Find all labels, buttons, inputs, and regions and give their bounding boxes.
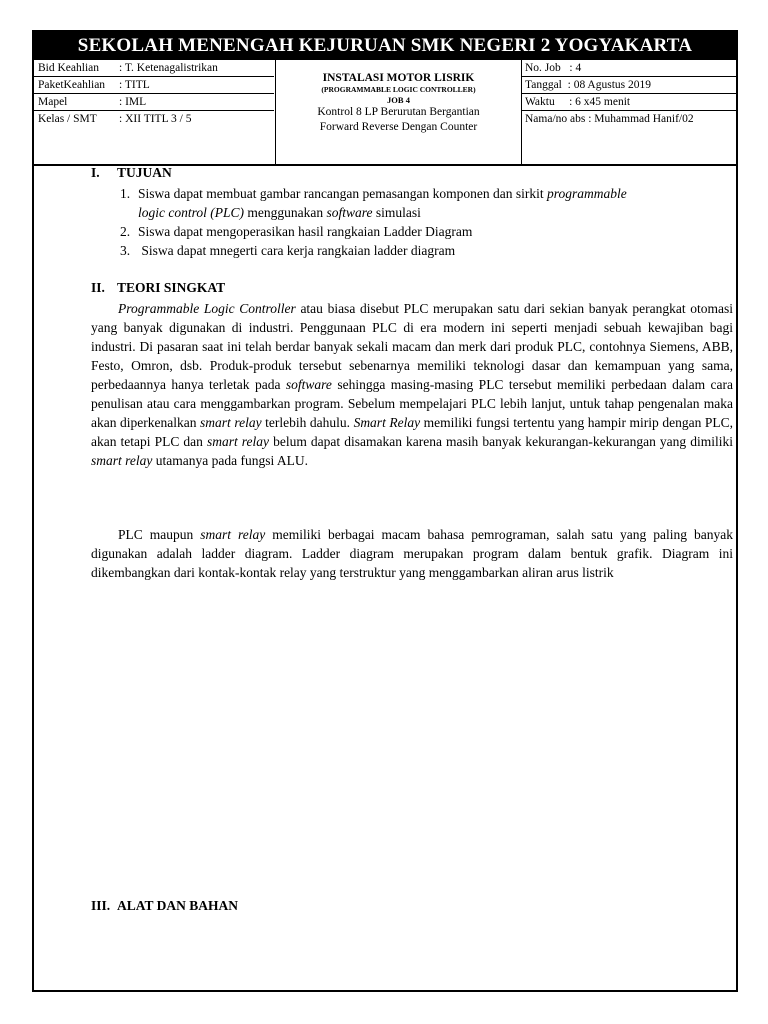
- header-row: [34, 111, 274, 127]
- document-frame: [32, 30, 738, 992]
- section-title: TUJUAN: [117, 165, 172, 180]
- header-left: [34, 60, 274, 164]
- header-middle: [275, 60, 522, 164]
- header-value: Tanggal : 08 Agustus 2019: [525, 79, 652, 91]
- list-text-italic: programmable: [547, 186, 627, 201]
- para-text-italic: smart relay: [206, 434, 270, 449]
- header-row: [521, 94, 736, 111]
- header-key: Bid Keahlian: [38, 62, 99, 74]
- section-title: ALAT DAN BAHAN: [117, 898, 239, 913]
- teori-paragraph-1: [91, 299, 733, 470]
- list-number: 1.: [120, 186, 131, 201]
- section-title: TEORI SINGKAT: [117, 280, 226, 295]
- para-text-italic: Smart Relay: [353, 415, 421, 430]
- list-number: 3.: [120, 243, 131, 258]
- header-row: [34, 94, 274, 111]
- section-heading-alat: [91, 898, 238, 914]
- list-text: Siswa dapat membuat gambar rancangan pemasangan komponen dan sirkit: [138, 186, 548, 201]
- section-heading-teori: [91, 280, 225, 296]
- header-row: [521, 111, 736, 127]
- tujuan-list: [111, 184, 701, 260]
- header-value: : TITL: [119, 79, 150, 91]
- list-item: [111, 241, 701, 260]
- header-value: : XII TITL 3 / 5: [119, 113, 192, 125]
- list-text: Siswa dapat mengoperasikan hasil rangkaian Ladder Diagram: [138, 224, 473, 239]
- para-text-italic: smart relay: [200, 415, 262, 430]
- list-text-italic: software: [326, 205, 373, 220]
- teori-paragraph-2: [91, 525, 733, 582]
- para-text: utamanya pada fungsi ALU.: [152, 453, 308, 468]
- list-text: menggunakan: [244, 205, 327, 220]
- para-text: memiliki fungsi tertentu yang hampir mirip dengan PLC, akan tetapi PLC dan: [91, 415, 733, 449]
- para-text-italic: software: [285, 377, 332, 392]
- header-value: : T. Ketenagalistrikan: [119, 62, 218, 74]
- list-item: [111, 184, 701, 222]
- header-row: [34, 77, 274, 94]
- school-title: SEKOLAH MENENGAH KEJURUAN SMK NEGERI 2 YOGYAKARTA: [34, 32, 736, 60]
- job-subtitle: (PROGRAMMABLE LOGIC CONTROLLER): [321, 85, 476, 94]
- section-number: III.: [91, 898, 111, 913]
- header-value: Waktu : 6 x45 menit: [525, 96, 631, 108]
- section-number: II.: [91, 280, 105, 295]
- header-key: Mapel: [38, 96, 68, 108]
- list-text: Siswa dapat mnegerti cara kerja rangkaian ladder diagram: [138, 243, 456, 258]
- para-text-italic: smart relay: [91, 453, 153, 468]
- list-item: [111, 222, 701, 241]
- header-row: [34, 60, 274, 77]
- para-text: memiliki berbagai macam bahasa pemrograman, salah satu yang paling banyak digunakan adalah ladder diagram. Ladder diagram merupakan program dalam bentuk grafik. Diagram ini dikembangkan dari kontak-kontak relay yang terstruktur yang menggambarkan aliran arus listrik: [91, 527, 733, 580]
- para-text: terlebih dahulu.: [261, 415, 354, 430]
- header-row: [521, 77, 736, 94]
- job-number-label: JOB 4: [387, 95, 410, 105]
- header-row: [521, 60, 736, 77]
- list-text-italic: logic control (PLC): [138, 205, 244, 220]
- list-text: simulasi: [372, 205, 421, 220]
- para-text: sehingga masing-masing PLC tersebut memiliki perbedaan dalam cara penulisan atau cara menggambarkan program. Sebelum mempelajari PLC lebih lanjut, untuk tahap pengenalan maka akan diperkenalkan: [91, 377, 734, 430]
- header-key: PaketKeahlian: [38, 79, 106, 91]
- job-description-line2: Forward Reverse Dengan Counter: [319, 121, 478, 133]
- job-description-line1: Kontrol 8 LP Berurutan Bergantian: [317, 106, 480, 118]
- para-text: belum dapat disamakan karena masih banyak kekurangan-kekurangan yang dimiliki: [269, 434, 733, 449]
- header-key: Kelas / SMT: [38, 113, 97, 125]
- para-text-italic: Programmable Logic Controller: [118, 301, 296, 316]
- para-text: PLC maupun: [118, 527, 201, 542]
- header-table: [34, 60, 736, 166]
- section-heading-tujuan: [91, 165, 172, 181]
- list-number: 2.: [120, 224, 131, 239]
- job-title: INSTALASI MOTOR LISRIK: [322, 72, 475, 84]
- header-right: [521, 60, 736, 164]
- header-value: : IML: [119, 96, 147, 108]
- section-number: I.: [91, 165, 100, 180]
- para-text-italic: smart relay: [200, 527, 266, 542]
- header-value: No. Job : 4: [525, 62, 582, 74]
- para-text: atau biasa disebut PLC merupakan satu dari sekian banyak perangkat otomasi yang banyak digunakan di industri. Penggunaan PLC di era modern ini seperti menjadi sebuah kewajiban bagi industri. Di pasaran saat ini telah berdar banyak sekali macam dan merk dari produk PLC, contohnya Siemens, ABB, Festo, Omron, dsb. Produk-produk tersebut sebenarnya memiliki teknologi dasar dan kemampuan yang sama, perbedaannya hanya terletak pada: [91, 301, 733, 392]
- header-value: Nama/no abs : Muhammad Hanif/02: [525, 113, 694, 125]
